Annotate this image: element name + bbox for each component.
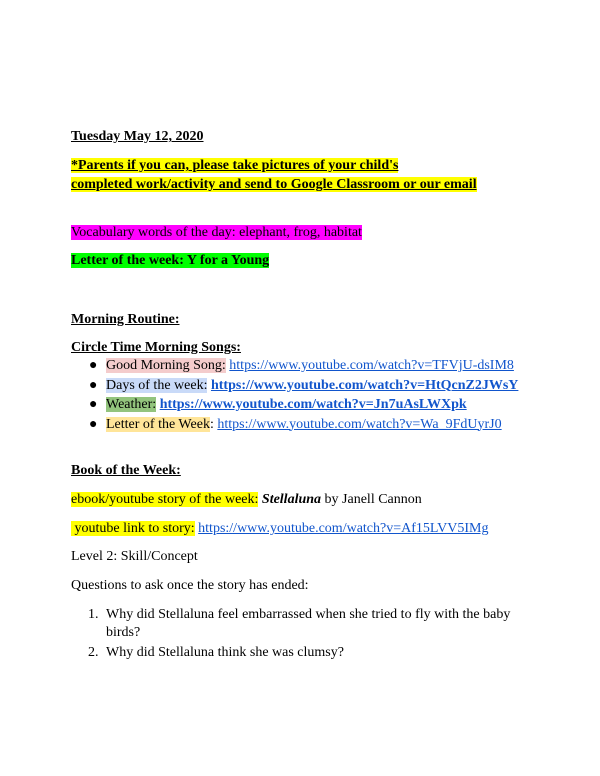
question-number: 1.: [88, 607, 99, 622]
letter-of-week-line: [71, 252, 269, 269]
vocabulary-line: [71, 224, 362, 241]
song-label: Letter of the Week: [106, 416, 210, 432]
list-item: [71, 376, 518, 396]
story-link-line: [71, 520, 489, 537]
parents-note-line2: completed work/activity and send to Google Classroom or our email: [71, 177, 477, 192]
questions-intro-text: Questions to ask once the story has ended:: [71, 578, 309, 593]
parents-note-2: [71, 176, 477, 193]
story-youtube-link[interactable]: https://www.youtube.com/watch?v=Af15LVV5IMg: [198, 521, 489, 536]
question-text: Why did Stellaluna think she was clumsy?: [106, 645, 344, 660]
questions-list: [71, 606, 511, 664]
level-line: [71, 548, 198, 565]
list-item: [71, 415, 518, 435]
list-item: [71, 395, 518, 415]
morning-routine-title: Morning Routine:: [71, 312, 180, 327]
circle-time-title: Circle Time Morning Songs:: [71, 340, 241, 355]
date-text: Tuesday May 12, 2020: [71, 129, 204, 144]
morning-routine-heading: [71, 311, 180, 328]
date-heading: [71, 128, 204, 145]
morning-songs-list: [71, 356, 518, 434]
song-label: Good Morning Song:: [106, 358, 226, 373]
story-line: [71, 491, 422, 508]
question-text: Why did Stellaluna feel embarrassed when she tried to fly with the baby birds?: [106, 607, 511, 640]
bullet-icon: ●: [89, 397, 98, 412]
story-link-label: youtube link to story:: [71, 521, 195, 536]
good-morning-song-link[interactable]: https://www.youtube.com/watch?v=TFVjU-dsIM8: [229, 358, 514, 373]
story-author: by Janell Cannon: [324, 492, 422, 507]
letter-of-week-text: Letter of the week: Y for a Young: [71, 253, 270, 268]
weather-song-link[interactable]: https://www.youtube.com/watch?v=Jn7uAsLWXpk: [159, 397, 467, 412]
list-item: [71, 356, 518, 376]
story-title: Stellaluna: [261, 492, 322, 507]
book-of-week-heading: [71, 462, 181, 479]
parents-note-line1: *Parents if you can, please take pictures of your child's: [71, 158, 399, 173]
song-label: Days of the week:: [106, 377, 208, 393]
vocabulary-text: Vocabulary words of the day: elephant, frog, habitat: [71, 225, 362, 240]
days-of-week-link[interactable]: https://www.youtube.com/watch?v=HtQcnZ2JWsY: [210, 377, 519, 393]
bullet-icon: ●: [89, 377, 98, 393]
song-label: Weather:: [106, 397, 157, 412]
bullet-icon: ●: [89, 358, 98, 373]
circle-time-heading: [71, 339, 241, 356]
book-title-heading: Book of the Week:: [71, 463, 181, 478]
list-item: [71, 606, 511, 642]
question-number: 2.: [88, 645, 99, 660]
level-text: Level 2: Skill/Concept: [71, 549, 198, 564]
letter-of-week-song-link[interactable]: https://www.youtube.com/watch?v=Wa_9FdUyrJ0: [217, 416, 502, 432]
song-separator: :: [209, 416, 214, 432]
parents-note: [71, 157, 398, 174]
list-item: [71, 644, 511, 662]
story-label: ebook/youtube story of the week:: [71, 492, 259, 507]
questions-intro-line: [71, 577, 309, 594]
bullet-icon: ●: [89, 416, 98, 432]
